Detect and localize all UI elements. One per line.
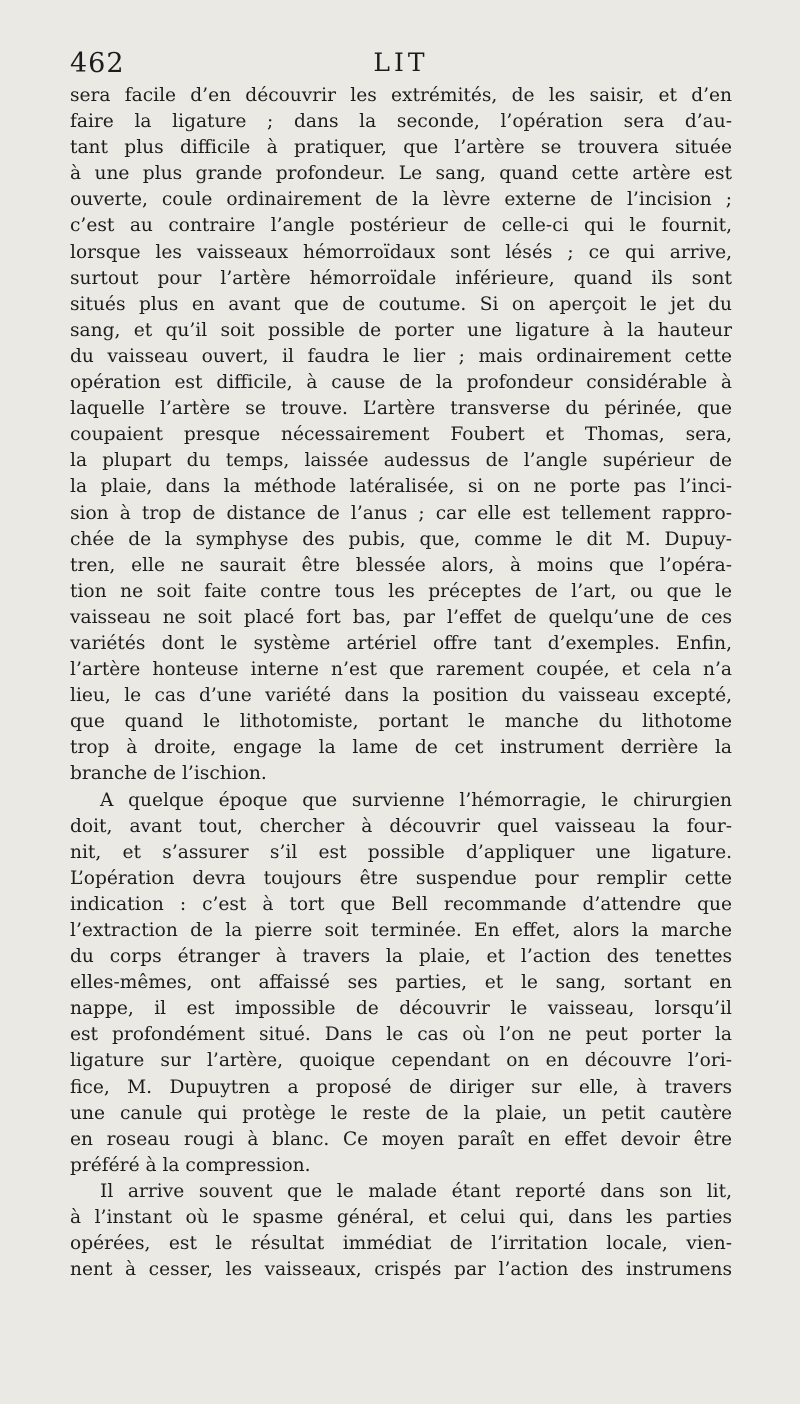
text-line: est profondément situé. Dans le cas où l’on ne peut porter la xyxy=(70,1024,732,1046)
text-line: une canule qui protège le reste de la plaie, un petit cautère xyxy=(70,1102,732,1124)
text-line: sera facile d’en découvrir les extrémités, de les saisir, et d’en xyxy=(70,85,732,106)
text-line: à l’instant où le spasme général, et celui qui, dans les parties xyxy=(70,1207,732,1229)
text-line: fice, M. Dupuytren a proposé de diriger sur elle, à travers xyxy=(70,1076,732,1098)
text-line: coupaient presque nécessairement Foubert et Thomas, sera, xyxy=(70,424,732,446)
text-line: ouverte, coule ordinairement de la lèvre externe de l’incision ; xyxy=(70,189,732,211)
text-line: A quelque époque que survienne l’hémorragie, le chirurgien xyxy=(100,789,732,811)
text-line: à une plus grande profondeur. Le sang, quand cette artère est xyxy=(70,163,732,185)
text-line: branche de l’ischion. xyxy=(70,763,267,785)
text-line: sion à trop de distance de l’anus ; car elle est tellement rappro- xyxy=(70,502,732,524)
text-line: du vaisseau ouvert, il faudra le lier ; mais ordinairement cette xyxy=(70,345,732,367)
text-line: en roseau rougi à blanc. Ce moyen paraît en effet devoir être xyxy=(70,1128,732,1150)
text-line: indication : c’est à tort que Bell recommande d’attendre que xyxy=(70,893,732,915)
paragraph xyxy=(70,788,732,1179)
text-line: Il arrive souvent que le malade étant reporté dans son lit, xyxy=(100,1180,732,1202)
paragraph xyxy=(70,83,732,788)
text-line: situés plus en avant que de coutume. Si on aperçoit le jet du xyxy=(70,293,732,315)
paragraph xyxy=(70,1179,732,1283)
text-line: doit, avant tout, chercher à découvrir quel vaisseau la four- xyxy=(70,815,732,837)
text-line: surtout pour l’artère hémorroïdale inférieure, quand ils sont xyxy=(70,267,732,289)
running-head: LIT xyxy=(373,48,429,77)
text-line: lieu, le cas d’une variété dans la position du vaisseau excepté, xyxy=(70,685,732,707)
page-number: 462 xyxy=(70,48,125,79)
text-line: c’est au contraire l’angle postérieur de celle-ci qui le fournit, xyxy=(70,215,732,237)
text-line: elles-mêmes, ont affaissé ses parties, et le sang, sortant en xyxy=(70,972,732,994)
text-line: préféré à la compression. xyxy=(70,1154,311,1176)
text-line: variétés dont le système artériel offre tant d’exemples. Enfin, xyxy=(70,632,732,654)
text-line: opérées, est le résultat immédiat de l’irritation locale, vien- xyxy=(70,1233,732,1255)
page-header xyxy=(70,48,732,84)
text-line: laquelle l’artère se trouve. L’artère transverse du périnée, que xyxy=(70,398,732,420)
text-line: opération est difficile, à cause de la profondeur considérable à xyxy=(70,372,732,394)
text-line: ligature sur l’artère, quoique cependant on en découvre l’ori- xyxy=(70,1050,732,1072)
text-line: tant plus difficile à pratiquer, que l’artère se trouvera située xyxy=(70,137,732,159)
text-line: la plupart du temps, laissée audessus de l’angle supérieur de xyxy=(70,450,732,472)
text-line: du corps étranger à travers la plaie, et l’action des tenettes xyxy=(70,946,732,968)
body-text xyxy=(70,83,732,1283)
text-line: la plaie, dans la méthode latéralisée, si on ne porte pas l’inci- xyxy=(70,476,732,498)
text-line: l’extraction de la pierre soit terminée. En effet, alors la marche xyxy=(70,920,732,941)
text-line: que quand le lithotomiste, portant le manche du lithotome xyxy=(70,711,732,733)
text-line: L’opération devra toujours être suspendue pour remplir cette xyxy=(70,867,732,889)
text-line: tion ne soit faite contre tous les préceptes de l’art, ou que le xyxy=(70,580,732,602)
text-line: sang, et qu’il soit possible de porter une ligature à la hauteur xyxy=(70,319,732,341)
text-line: nappe, il est impossible de découvrir le vaisseau, lorsqu’il xyxy=(70,998,732,1020)
text-line: chée de la symphyse des pubis, que, comme le dit M. Dupuy- xyxy=(70,528,732,550)
text-line: nent à cesser, les vaisseaux, crispés par l’action des instrumens xyxy=(70,1259,732,1281)
text-line: nit, et s’assurer s’il est possible d’appliquer une ligature. xyxy=(70,841,732,863)
text-line: vaisseau ne soit placé fort bas, par l’effet de quelqu’une de ces xyxy=(70,606,732,628)
text-line: l’artère honteuse interne n’est que rarement coupée, et cela n’a xyxy=(70,659,732,681)
text-line: trop à droite, engage la lame de cet instrument derrière la xyxy=(70,737,732,759)
text-line: faire la ligature ; dans la seconde, l’opération sera d’au- xyxy=(70,111,732,133)
text-line: lorsque les vaisseaux hémorroïdaux sont lésés ; ce qui arrive, xyxy=(70,241,732,263)
text-line: tren, elle ne saurait être blessée alors, à moins que l’opéra- xyxy=(70,554,732,576)
